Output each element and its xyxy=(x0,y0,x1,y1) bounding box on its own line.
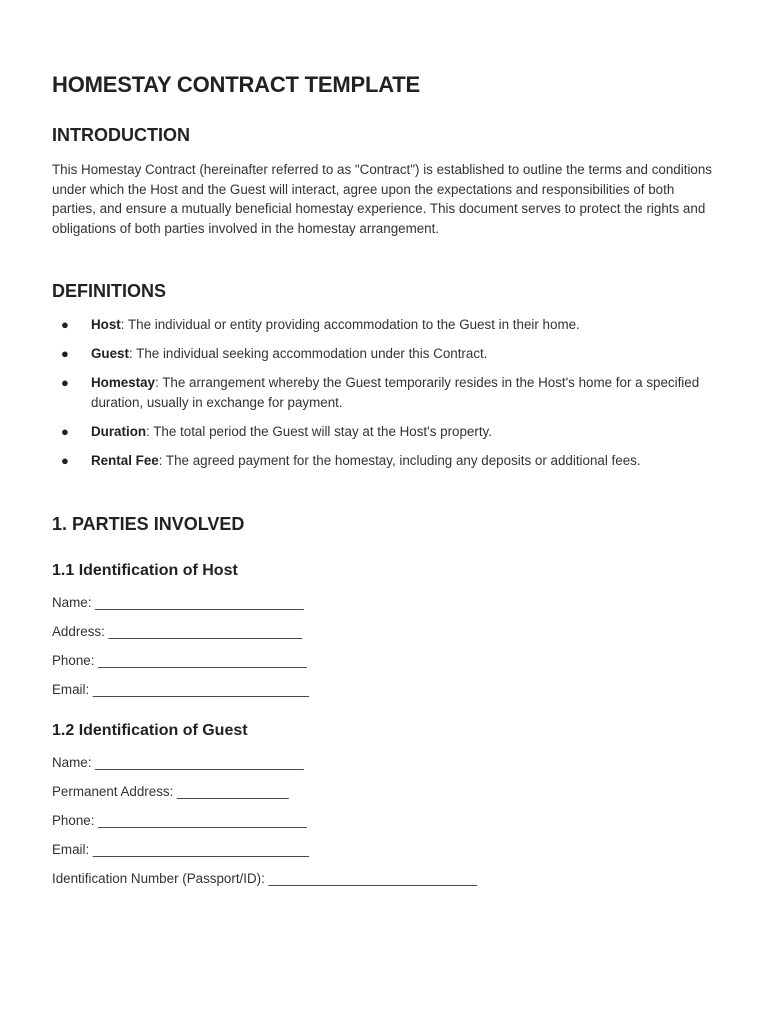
definition-text: : The total period the Guest will stay at the Host's property. xyxy=(146,423,492,439)
guest-permanent-address-field[interactable]: Permanent Address: _______________ xyxy=(52,784,289,799)
guest-identification-number-field[interactable]: Identification Number (Passport/ID): ____________________________ xyxy=(52,871,478,886)
introduction-heading: INTRODUCTION xyxy=(52,125,190,145)
definition-text: : The arrangement whereby the Guest temporarily resides in the Host's home for a specified duration, usually in exchange for payment. xyxy=(91,375,700,410)
definition-text: : The individual or entity providing accommodation to the Guest in their home. xyxy=(120,317,580,332)
definitions-heading: DEFINITIONS xyxy=(52,281,167,301)
host-address-field[interactable]: Address: __________________________ xyxy=(52,624,303,639)
definition-item-rental-fee xyxy=(52,451,722,471)
host-identification-heading: 1.1 Identification of Host xyxy=(52,562,238,579)
definitions-list xyxy=(52,315,722,480)
host-email-field[interactable]: Email: _____________________________ xyxy=(52,682,309,697)
bullet-icon: ● xyxy=(61,423,69,439)
definition-text: : The individual seeking accommodation under this Contract. xyxy=(128,346,488,362)
definition-item-duration xyxy=(52,422,722,442)
parties-heading: 1. PARTIES INVOLVED xyxy=(52,514,245,534)
guest-identification-heading: 1.2 Identification of Guest xyxy=(52,722,248,739)
bullet-icon: ● xyxy=(61,317,69,332)
document-title: HOMESTAY CONTRACT TEMPLATE xyxy=(52,72,420,97)
definition-term: Homestay xyxy=(91,375,156,391)
definition-item-homestay xyxy=(52,373,722,412)
definition-term: Host xyxy=(91,317,121,332)
definition-item-guest xyxy=(52,344,722,364)
definition-term: Rental Fee xyxy=(91,452,159,468)
guest-email-field[interactable]: Email: _____________________________ xyxy=(52,842,309,857)
introduction-paragraph: This Homestay Contract (hereinafter referred to as "Contract") is established to outline the terms and conditions under which the Host and the Guest will interact, agree upon the expectations and responsibilities of both parties, and ensure a mutually beneficial homestay experience. This document serves to protect the rights and obligations of both parties involved in the homestay arrangement. xyxy=(52,162,713,236)
definition-text: : The agreed payment for the homestay, including any deposits or additional fees. xyxy=(158,452,641,468)
host-name-field[interactable]: Name: ____________________________ xyxy=(52,595,304,610)
definition-term: Duration xyxy=(91,423,147,439)
definition-item-host xyxy=(52,315,722,335)
bullet-icon: ● xyxy=(61,375,69,391)
definition-term: Guest xyxy=(91,346,129,362)
bullet-icon: ● xyxy=(61,346,69,362)
host-phone-field[interactable]: Phone: ____________________________ xyxy=(52,653,307,668)
guest-phone-field[interactable]: Phone: ____________________________ xyxy=(52,813,307,828)
guest-name-field[interactable]: Name: ____________________________ xyxy=(52,755,304,770)
bullet-icon: ● xyxy=(61,452,69,468)
